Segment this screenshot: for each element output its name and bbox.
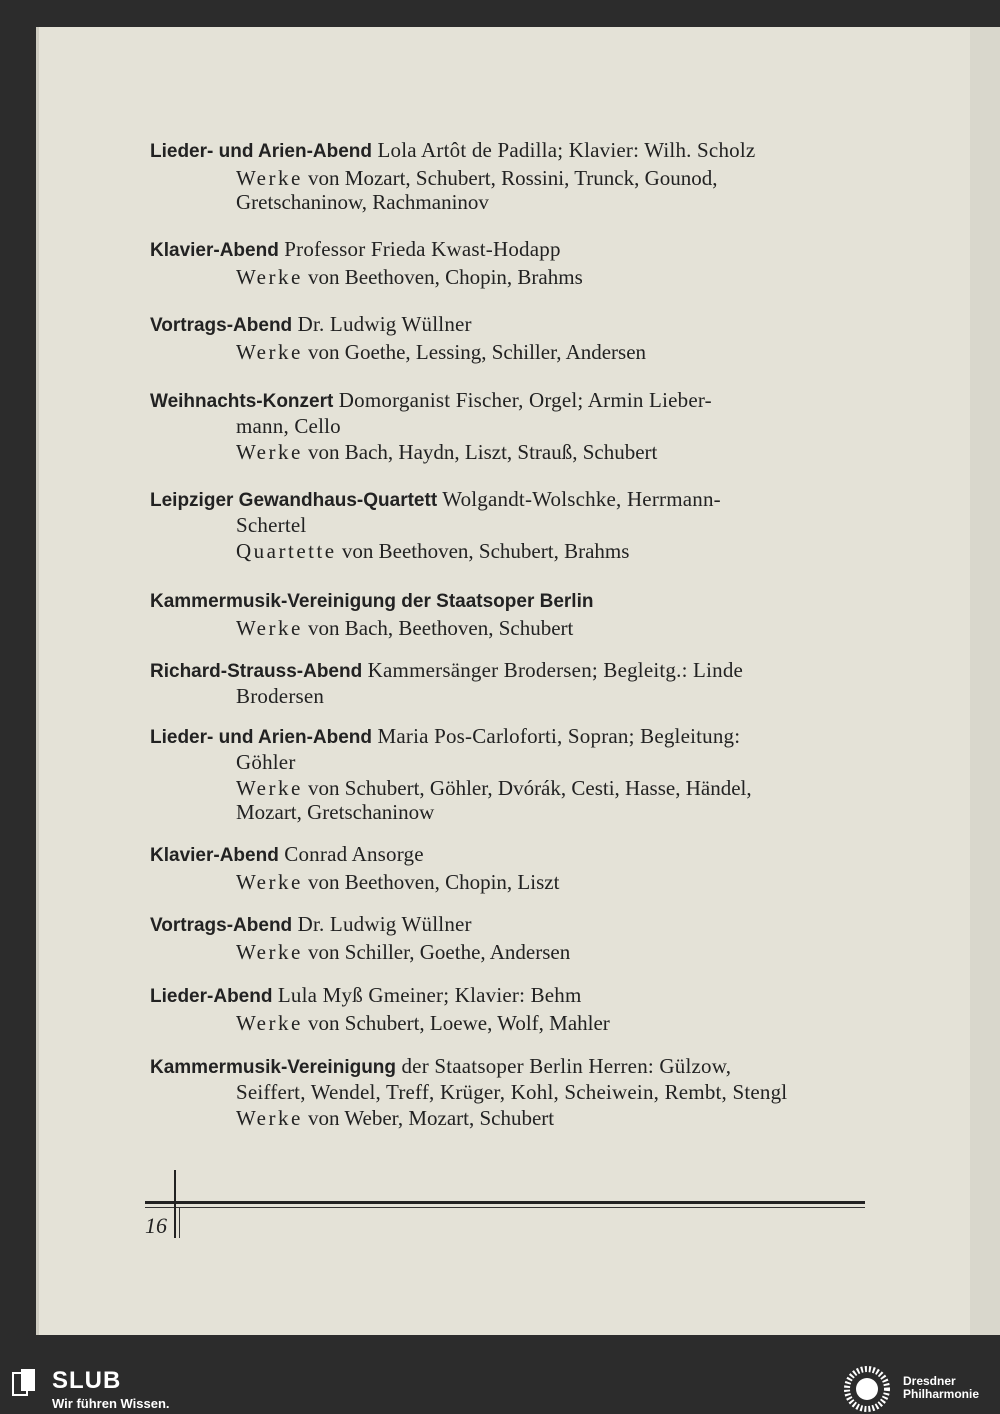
- works-lead: Werke: [236, 1011, 303, 1035]
- library-name: SLUB: [52, 1367, 122, 1394]
- works-list: von Weber, Mozart, Schubert: [302, 1106, 555, 1130]
- concert-entry: [150, 658, 872, 708]
- concert-title: Lieder- und Arien-Abend: [150, 141, 373, 162]
- rule-vertical-thin: [179, 1208, 180, 1238]
- orchestra-name: [903, 1375, 979, 1401]
- works-list: von Schiller, Goethe, Andersen: [302, 940, 571, 964]
- rule-line: [145, 1201, 865, 1204]
- works-list: von Schubert, Loewe, Wolf, Mahler: [302, 1011, 610, 1035]
- slub-logo-icon: [12, 1367, 38, 1397]
- works-list: von Goethe, Lessing, Schiller, Andersen: [302, 340, 647, 364]
- concert-performers: der Staatsoper Berlin Herren: Gülzow,: [401, 1054, 732, 1078]
- works-cont: Mozart, Gretschaninow: [236, 800, 435, 824]
- concert-entry: [150, 1054, 872, 1130]
- works-list: von Schubert, Göhler, Dvórák, Cesti, Hasse, Händel,: [302, 776, 752, 800]
- concert-performers: Wolgandt-Wolschke, Herrmann-: [442, 487, 721, 511]
- works-lead: Werke: [236, 1106, 303, 1130]
- philharmonie-logo-icon: [842, 1364, 892, 1414]
- concert-performers-cont: mann, Cello: [236, 414, 341, 438]
- concert-entry: [150, 842, 872, 894]
- works-list: von Bach, Haydn, Liszt, Strauß, Schubert: [302, 440, 658, 464]
- concert-performers-cont: Göhler: [236, 750, 296, 774]
- concert-entry: [150, 388, 872, 464]
- concert-title: Lieder- und Arien-Abend: [150, 727, 373, 748]
- library-tagline: Wir führen Wissen.: [52, 1396, 170, 1411]
- works-cont: Gretschaninow, Rachmaninov: [236, 190, 489, 214]
- works-list: von Beethoven, Schubert, Brahms: [336, 539, 630, 563]
- works-lead: Werke: [236, 440, 303, 464]
- concert-title: Lieder-Abend: [150, 986, 273, 1007]
- concert-performers: Maria Pos-Carloforti, Sopran; Begleitung:: [377, 724, 741, 748]
- works-lead: Werke: [236, 616, 303, 640]
- footer-bar: [0, 1362, 1000, 1412]
- rule-vertical: [174, 1170, 176, 1238]
- concert-performers: Lola Artôt de Padilla; Klavier: Wilh. Scholz: [377, 138, 756, 162]
- concert-performers-cont: Brodersen: [236, 684, 325, 708]
- page-number: 16: [145, 1213, 167, 1238]
- concert-title: Kammermusik-Vereinigung der Staatsoper Berlin: [150, 591, 594, 612]
- concert-performers-cont: Schertel: [236, 513, 307, 537]
- concert-entry: [150, 237, 872, 289]
- concert-entry: [150, 912, 872, 964]
- rule-line-thin: [145, 1207, 865, 1208]
- concert-performers: Professor Frieda Kwast-Hodapp: [284, 237, 561, 261]
- concert-entry: [150, 588, 872, 640]
- page-footer-rule: [145, 1170, 867, 1250]
- works-lead: Werke: [236, 340, 303, 364]
- concert-entry: [150, 724, 872, 824]
- concert-entry: [150, 983, 872, 1035]
- works-lead: Werke: [236, 265, 303, 289]
- concert-title: Vortrags-Abend: [150, 315, 293, 336]
- works-lead: Werke: [236, 940, 303, 964]
- concert-entry: [150, 138, 872, 214]
- concert-performers-cont: Seiffert, Wendel, Treff, Krüger, Kohl, Scheiwein, Rembt, Stengl: [236, 1080, 788, 1104]
- concert-title: Leipziger Gewandhaus-Quartett: [150, 490, 438, 511]
- concert-title: Vortrags-Abend: [150, 915, 293, 936]
- concert-title: Weihnachts-Konzert: [150, 391, 334, 412]
- concert-title: Kammermusik-Vereinigung: [150, 1057, 397, 1078]
- concert-performers: Dr. Ludwig Wüllner: [297, 912, 472, 936]
- works-lead: Werke: [236, 870, 303, 894]
- concert-performers: Dr. Ludwig Wüllner: [297, 312, 472, 336]
- works-lead: Quartette: [236, 539, 337, 563]
- works-list: von Bach, Beethoven, Schubert: [302, 616, 574, 640]
- concert-title: Klavier-Abend: [150, 240, 279, 261]
- works-list: von Mozart, Schubert, Rossini, Trunck, Gounod,: [302, 166, 718, 190]
- concert-performers: Domorganist Fischer, Orgel; Armin Lieber-: [338, 388, 712, 412]
- works-lead: Werke: [236, 776, 303, 800]
- orchestra-name-line2: Philharmonie: [903, 1387, 980, 1401]
- orchestra-name-line1: Dresdner: [903, 1374, 956, 1388]
- concert-performers: Lula Myß Gmeiner; Klavier: Behm: [277, 983, 582, 1007]
- works-list: von Beethoven, Chopin, Liszt: [302, 870, 560, 894]
- concert-performers: Conrad Ansorge: [284, 842, 424, 866]
- concert-title: Klavier-Abend: [150, 845, 279, 866]
- next-page-edge: [970, 27, 1000, 1335]
- concert-performers: Kammersänger Brodersen; Begleitg.: Linde: [367, 658, 744, 682]
- concert-entry: [150, 487, 872, 563]
- concert-title: Richard-Strauss-Abend: [150, 661, 363, 682]
- works-lead: Werke: [236, 166, 303, 190]
- works-list: von Beethoven, Chopin, Brahms: [302, 265, 583, 289]
- concert-entry: [150, 312, 872, 364]
